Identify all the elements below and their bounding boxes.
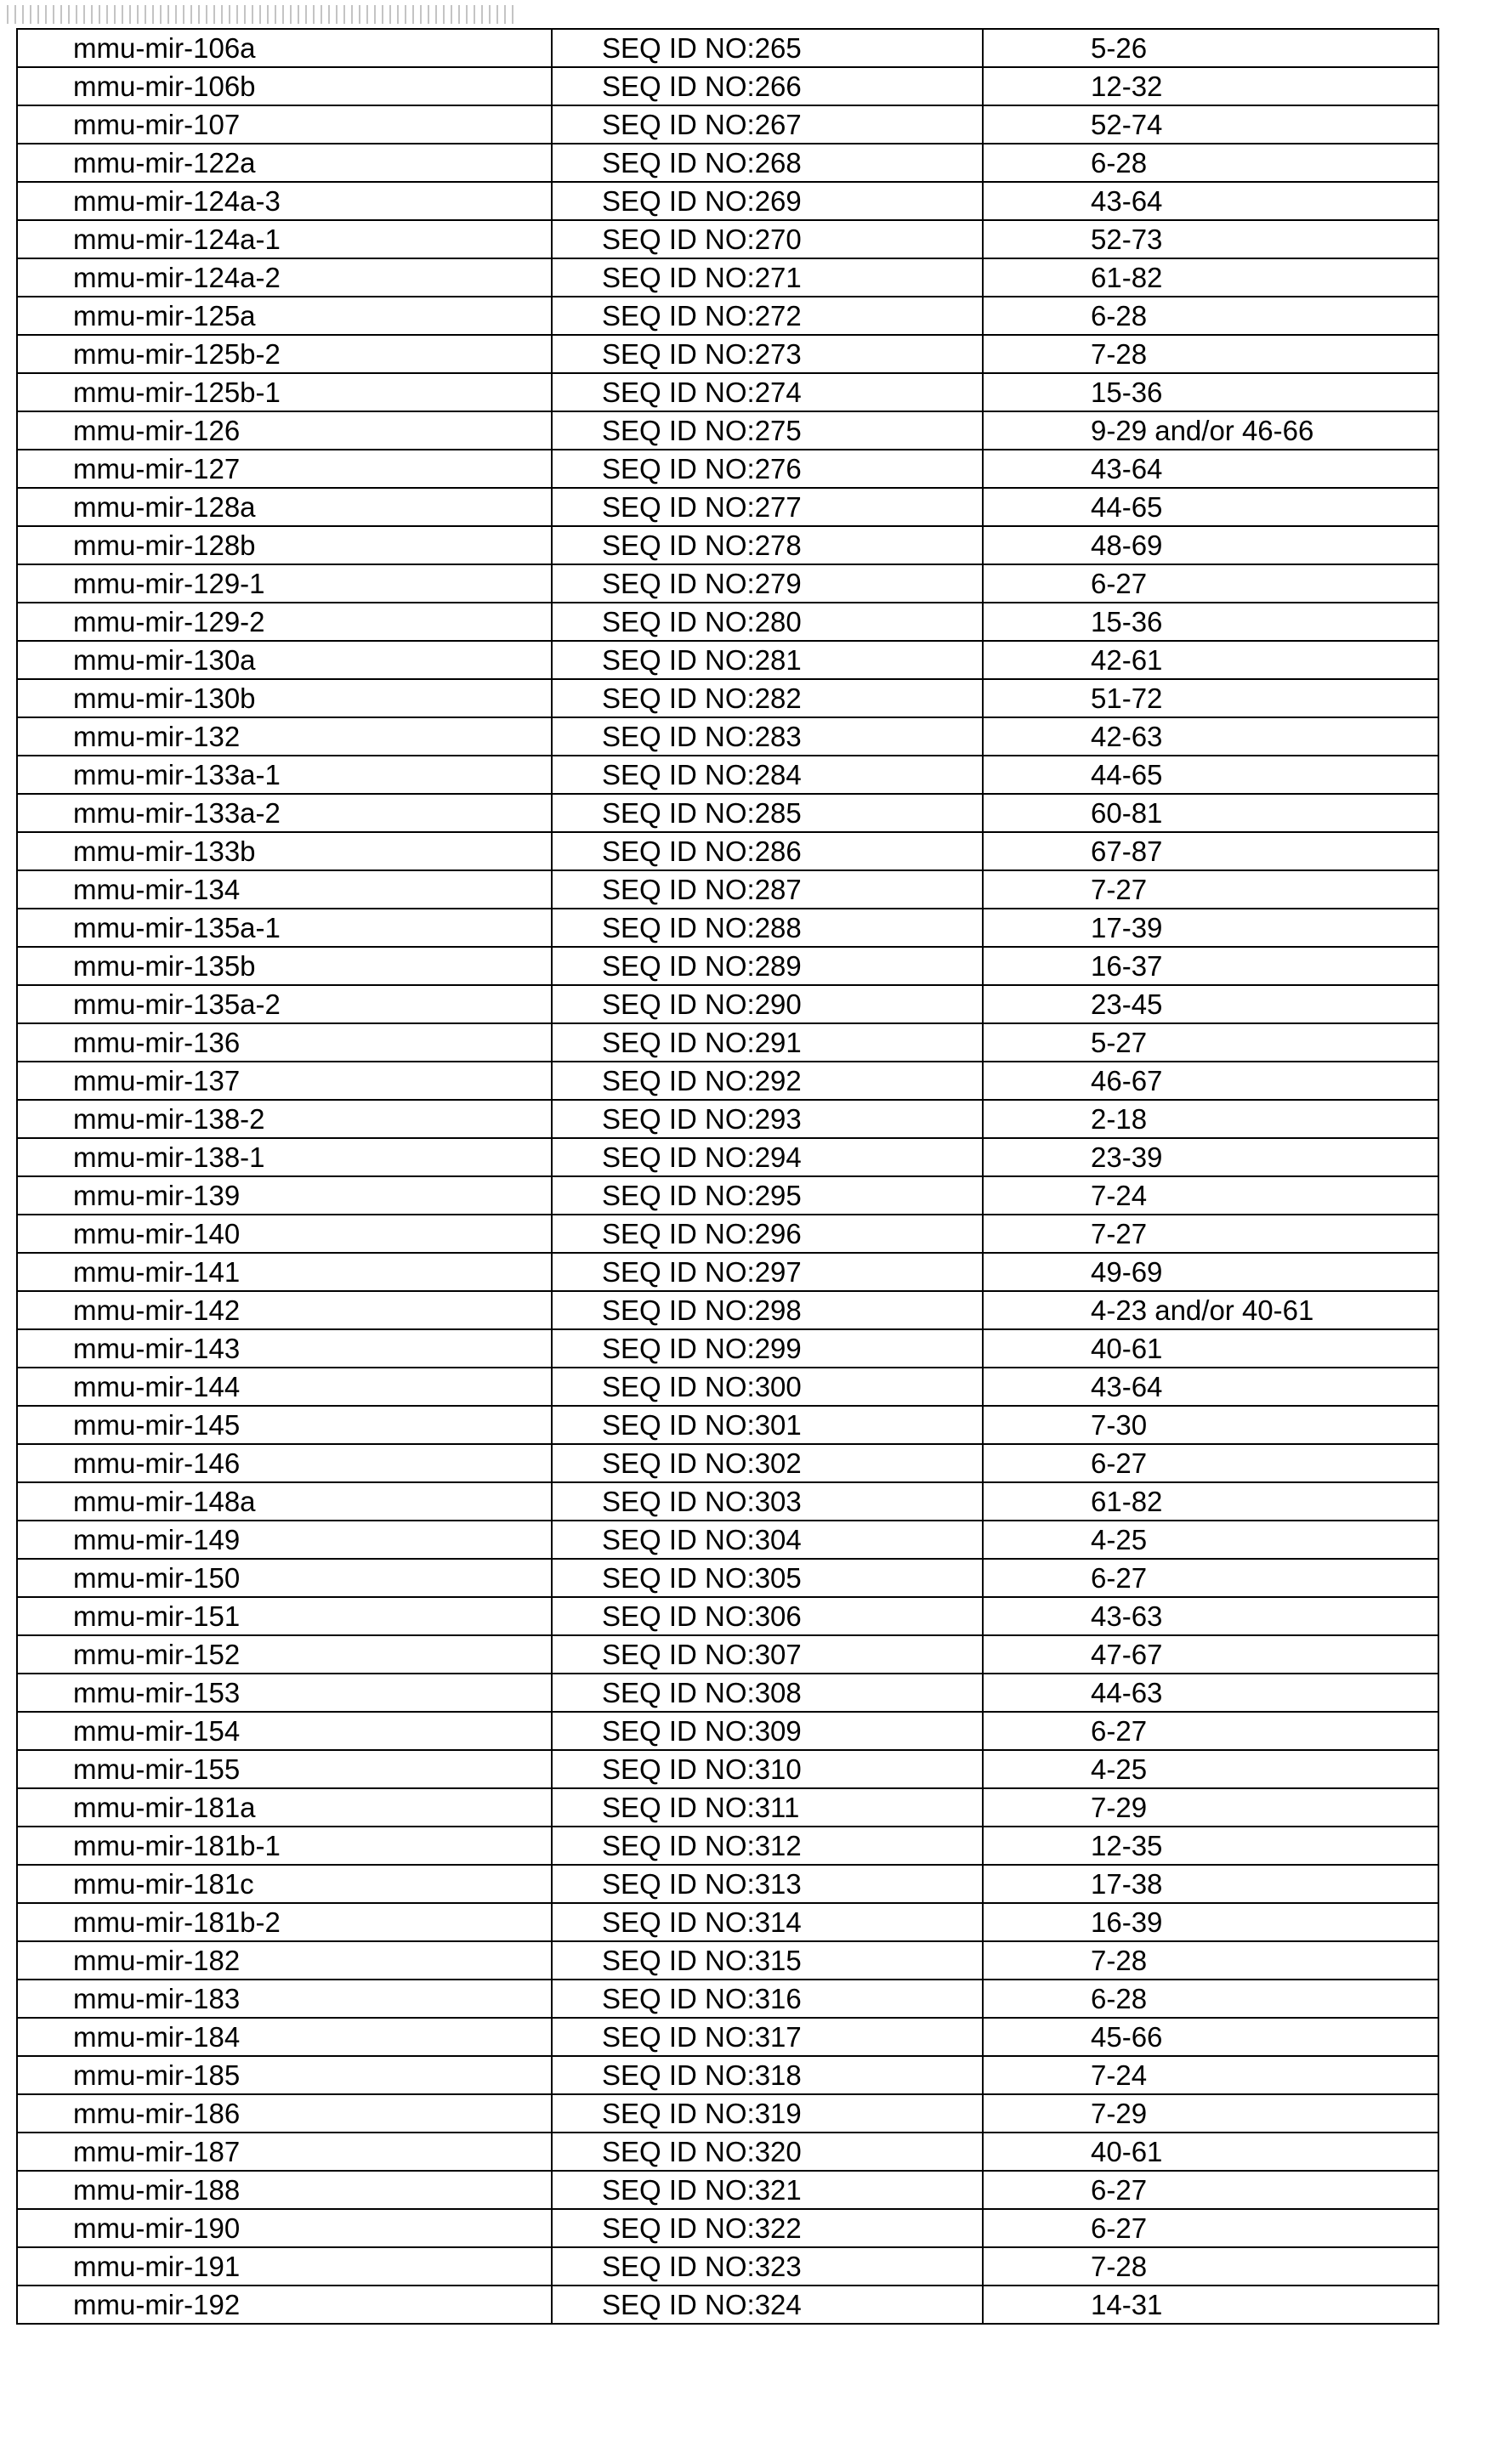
- seq-id-cell: SEQ ID NO:288: [552, 909, 983, 947]
- mirna-name-cell: mmu-mir-106b: [17, 67, 552, 105]
- mirna-name-cell: mmu-mir-150: [17, 1559, 552, 1597]
- position-range-cell: 51-72: [983, 679, 1438, 717]
- seq-id-cell: SEQ ID NO:304: [552, 1521, 983, 1559]
- mirna-name-cell: mmu-mir-133a-1: [17, 756, 552, 794]
- seq-id-cell: SEQ ID NO:318: [552, 2056, 983, 2094]
- table-row: [17, 450, 1438, 488]
- mirna-name-cell: mmu-mir-128a: [17, 488, 552, 526]
- seq-id-cell: SEQ ID NO:297: [552, 1253, 983, 1291]
- seq-id-cell: SEQ ID NO:302: [552, 1444, 983, 1482]
- table-row: [17, 2209, 1438, 2247]
- seq-id-cell: SEQ ID NO:283: [552, 717, 983, 756]
- position-range-cell: 47-67: [983, 1635, 1438, 1674]
- table-row: [17, 756, 1438, 794]
- table-row: [17, 1176, 1438, 1215]
- mirna-name-cell: mmu-mir-142: [17, 1291, 552, 1329]
- position-range-cell: 4-25: [983, 1750, 1438, 1788]
- mirna-name-cell: mmu-mir-125b-1: [17, 373, 552, 411]
- seq-id-cell: SEQ ID NO:295: [552, 1176, 983, 1215]
- position-range-cell: 42-63: [983, 717, 1438, 756]
- position-range-cell: 7-28: [983, 1941, 1438, 1980]
- table-row: [17, 29, 1438, 67]
- mirna-name-cell: mmu-mir-124a-2: [17, 258, 552, 297]
- seq-id-cell: SEQ ID NO:280: [552, 603, 983, 641]
- table-row: [17, 1521, 1438, 1559]
- seq-id-cell: SEQ ID NO:284: [552, 756, 983, 794]
- position-range-cell: 5-26: [983, 29, 1438, 67]
- position-range-cell: 2-18: [983, 1100, 1438, 1138]
- table-row: [17, 105, 1438, 144]
- position-range-cell: 42-61: [983, 641, 1438, 679]
- mirna-name-cell: mmu-mir-145: [17, 1406, 552, 1444]
- mirna-name-cell: mmu-mir-138-2: [17, 1100, 552, 1138]
- table-row: [17, 2171, 1438, 2209]
- table-row: [17, 2133, 1438, 2171]
- seq-id-cell: SEQ ID NO:298: [552, 1291, 983, 1329]
- table-body: [17, 29, 1438, 2324]
- table-row: [17, 258, 1438, 297]
- mirna-name-cell: mmu-mir-125b-2: [17, 335, 552, 373]
- seq-id-cell: SEQ ID NO:282: [552, 679, 983, 717]
- position-range-cell: 52-73: [983, 220, 1438, 258]
- table-row: [17, 717, 1438, 756]
- seq-id-cell: SEQ ID NO:317: [552, 2018, 983, 2056]
- mirna-name-cell: mmu-mir-133b: [17, 832, 552, 870]
- mirna-name-cell: mmu-mir-124a-3: [17, 182, 552, 220]
- seq-id-cell: SEQ ID NO:324: [552, 2286, 983, 2324]
- table-row: [17, 526, 1438, 564]
- mirna-name-cell: mmu-mir-135a-2: [17, 985, 552, 1023]
- mirna-name-cell: mmu-mir-181b-1: [17, 1827, 552, 1865]
- seq-id-cell: SEQ ID NO:312: [552, 1827, 983, 1865]
- position-range-cell: 7-29: [983, 2094, 1438, 2133]
- position-range-cell: 40-61: [983, 2133, 1438, 2171]
- table-row: [17, 1253, 1438, 1291]
- mirna-name-cell: mmu-mir-144: [17, 1368, 552, 1406]
- table-row: [17, 1023, 1438, 1062]
- position-range-cell: 15-36: [983, 603, 1438, 641]
- position-range-cell: 6-27: [983, 564, 1438, 603]
- position-range-cell: 61-82: [983, 258, 1438, 297]
- table-row: [17, 564, 1438, 603]
- mirna-name-cell: mmu-mir-125a: [17, 297, 552, 335]
- mirna-name-cell: mmu-mir-181a: [17, 1788, 552, 1827]
- seq-id-cell: SEQ ID NO:289: [552, 947, 983, 985]
- seq-id-cell: SEQ ID NO:271: [552, 258, 983, 297]
- table-row: [17, 182, 1438, 220]
- position-range-cell: 43-63: [983, 1597, 1438, 1635]
- position-range-cell: 48-69: [983, 526, 1438, 564]
- table-row: [17, 603, 1438, 641]
- position-range-cell: 44-65: [983, 488, 1438, 526]
- seq-id-cell: SEQ ID NO:320: [552, 2133, 983, 2171]
- position-range-cell: 7-24: [983, 2056, 1438, 2094]
- table-row: [17, 1138, 1438, 1176]
- mirna-name-cell: mmu-mir-181c: [17, 1865, 552, 1903]
- table-row: [17, 947, 1438, 985]
- position-range-cell: 40-61: [983, 1329, 1438, 1368]
- table-row: [17, 1406, 1438, 1444]
- mirna-name-cell: mmu-mir-184: [17, 2018, 552, 2056]
- table-row: [17, 1329, 1438, 1368]
- table-row: [17, 1559, 1438, 1597]
- mirna-name-cell: mmu-mir-132: [17, 717, 552, 756]
- seq-id-cell: SEQ ID NO:311: [552, 1788, 983, 1827]
- mirna-name-cell: mmu-mir-186: [17, 2094, 552, 2133]
- table-row: [17, 1865, 1438, 1903]
- seq-id-cell: SEQ ID NO:310: [552, 1750, 983, 1788]
- position-range-cell: 7-24: [983, 1176, 1438, 1215]
- mirna-name-cell: mmu-mir-192: [17, 2286, 552, 2324]
- table-row: [17, 1903, 1438, 1941]
- seq-id-cell: SEQ ID NO:296: [552, 1215, 983, 1253]
- table-row: [17, 2286, 1438, 2324]
- mirna-name-cell: mmu-mir-149: [17, 1521, 552, 1559]
- mirna-name-cell: mmu-mir-143: [17, 1329, 552, 1368]
- table-row: [17, 1941, 1438, 1980]
- seq-id-cell: SEQ ID NO:269: [552, 182, 983, 220]
- position-range-cell: 61-82: [983, 1482, 1438, 1521]
- mirna-name-cell: mmu-mir-140: [17, 1215, 552, 1253]
- seq-id-cell: SEQ ID NO:267: [552, 105, 983, 144]
- mirna-name-cell: mmu-mir-130b: [17, 679, 552, 717]
- position-range-cell: 67-87: [983, 832, 1438, 870]
- seq-id-cell: SEQ ID NO:265: [552, 29, 983, 67]
- seq-id-cell: SEQ ID NO:306: [552, 1597, 983, 1635]
- mirna-name-cell: mmu-mir-124a-1: [17, 220, 552, 258]
- seq-id-cell: SEQ ID NO:315: [552, 1941, 983, 1980]
- table-row: [17, 1100, 1438, 1138]
- mirna-name-cell: mmu-mir-137: [17, 1062, 552, 1100]
- position-range-cell: 17-39: [983, 909, 1438, 947]
- mirna-name-cell: mmu-mir-151: [17, 1597, 552, 1635]
- mirna-name-cell: mmu-mir-190: [17, 2209, 552, 2247]
- table-row: [17, 1750, 1438, 1788]
- seq-id-cell: SEQ ID NO:272: [552, 297, 983, 335]
- seq-id-cell: SEQ ID NO:309: [552, 1712, 983, 1750]
- table-row: [17, 488, 1438, 526]
- position-range-cell: 45-66: [983, 2018, 1438, 2056]
- table-row: [17, 1291, 1438, 1329]
- mirna-name-cell: mmu-mir-128b: [17, 526, 552, 564]
- position-range-cell: 44-63: [983, 1674, 1438, 1712]
- seq-id-cell: SEQ ID NO:279: [552, 564, 983, 603]
- position-range-cell: 17-38: [983, 1865, 1438, 1903]
- seq-id-cell: SEQ ID NO:285: [552, 794, 983, 832]
- table-row: [17, 67, 1438, 105]
- position-range-cell: 6-27: [983, 1444, 1438, 1482]
- table-row: [17, 985, 1438, 1023]
- table-row: [17, 1788, 1438, 1827]
- table-row: [17, 1062, 1438, 1100]
- seq-id-cell: SEQ ID NO:287: [552, 870, 983, 909]
- mirna-name-cell: mmu-mir-135a-1: [17, 909, 552, 947]
- mirna-name-cell: mmu-mir-185: [17, 2056, 552, 2094]
- table-row: [17, 1215, 1438, 1253]
- seq-id-cell: SEQ ID NO:293: [552, 1100, 983, 1138]
- position-range-cell: 52-74: [983, 105, 1438, 144]
- table-row: [17, 144, 1438, 182]
- mirna-name-cell: mmu-mir-152: [17, 1635, 552, 1674]
- seq-id-cell: SEQ ID NO:276: [552, 450, 983, 488]
- position-range-cell: 4-23 and/or 40-61: [983, 1291, 1438, 1329]
- table-row: [17, 373, 1438, 411]
- position-range-cell: 16-39: [983, 1903, 1438, 1941]
- seq-id-cell: SEQ ID NO:307: [552, 1635, 983, 1674]
- mirna-name-cell: mmu-mir-126: [17, 411, 552, 450]
- seq-id-cell: SEQ ID NO:308: [552, 1674, 983, 1712]
- table-row: [17, 1980, 1438, 2018]
- table-row: [17, 1368, 1438, 1406]
- table-row: [17, 1827, 1438, 1865]
- seq-id-cell: SEQ ID NO:316: [552, 1980, 983, 2018]
- seq-id-cell: SEQ ID NO:299: [552, 1329, 983, 1368]
- mirna-name-cell: mmu-mir-129-1: [17, 564, 552, 603]
- table-row: [17, 2018, 1438, 2056]
- seq-id-cell: SEQ ID NO:314: [552, 1903, 983, 1941]
- mirna-name-cell: mmu-mir-148a: [17, 1482, 552, 1521]
- mirna-name-cell: mmu-mir-139: [17, 1176, 552, 1215]
- position-range-cell: 7-27: [983, 1215, 1438, 1253]
- position-range-cell: 6-28: [983, 1980, 1438, 2018]
- position-range-cell: 6-27: [983, 1559, 1438, 1597]
- mirna-name-cell: mmu-mir-127: [17, 450, 552, 488]
- seq-id-cell: SEQ ID NO:322: [552, 2209, 983, 2247]
- table-row: [17, 1597, 1438, 1635]
- table-row: [17, 641, 1438, 679]
- mirna-name-cell: mmu-mir-146: [17, 1444, 552, 1482]
- position-range-cell: 43-64: [983, 450, 1438, 488]
- table-row: [17, 411, 1438, 450]
- table-row: [17, 1674, 1438, 1712]
- mirna-name-cell: mmu-mir-141: [17, 1253, 552, 1291]
- table-row: [17, 297, 1438, 335]
- mirna-name-cell: mmu-mir-138-1: [17, 1138, 552, 1176]
- position-range-cell: 6-27: [983, 2171, 1438, 2209]
- seq-id-cell: SEQ ID NO:290: [552, 985, 983, 1023]
- mirna-name-cell: mmu-mir-133a-2: [17, 794, 552, 832]
- position-range-cell: 7-28: [983, 335, 1438, 373]
- position-range-cell: 12-32: [983, 67, 1438, 105]
- position-range-cell: 6-27: [983, 2209, 1438, 2247]
- seq-id-cell: SEQ ID NO:274: [552, 373, 983, 411]
- mirna-name-cell: mmu-mir-130a: [17, 641, 552, 679]
- table-row: [17, 1635, 1438, 1674]
- table-row: [17, 679, 1438, 717]
- table-row: [17, 794, 1438, 832]
- seq-id-cell: SEQ ID NO:292: [552, 1062, 983, 1100]
- seq-id-cell: SEQ ID NO:319: [552, 2094, 983, 2133]
- seq-id-cell: SEQ ID NO:273: [552, 335, 983, 373]
- table-row: [17, 2056, 1438, 2094]
- mirna-name-cell: mmu-mir-181b-2: [17, 1903, 552, 1941]
- position-range-cell: 9-29 and/or 46-66: [983, 411, 1438, 450]
- position-range-cell: 5-27: [983, 1023, 1438, 1062]
- seq-id-cell: SEQ ID NO:275: [552, 411, 983, 450]
- position-range-cell: 6-28: [983, 297, 1438, 335]
- position-range-cell: 7-28: [983, 2247, 1438, 2286]
- position-range-cell: 7-29: [983, 1788, 1438, 1827]
- seq-id-cell: SEQ ID NO:305: [552, 1559, 983, 1597]
- mirna-name-cell: mmu-mir-134: [17, 870, 552, 909]
- mirna-sequence-table: [16, 28, 1439, 2325]
- table-row: [17, 832, 1438, 870]
- seq-id-cell: SEQ ID NO:266: [552, 67, 983, 105]
- position-range-cell: 60-81: [983, 794, 1438, 832]
- position-range-cell: 23-45: [983, 985, 1438, 1023]
- mirna-name-cell: mmu-mir-153: [17, 1674, 552, 1712]
- seq-id-cell: SEQ ID NO:277: [552, 488, 983, 526]
- mirna-name-cell: mmu-mir-154: [17, 1712, 552, 1750]
- seq-id-cell: SEQ ID NO:313: [552, 1865, 983, 1903]
- position-range-cell: 44-65: [983, 756, 1438, 794]
- seq-id-cell: SEQ ID NO:294: [552, 1138, 983, 1176]
- seq-id-cell: SEQ ID NO:268: [552, 144, 983, 182]
- position-range-cell: 46-67: [983, 1062, 1438, 1100]
- position-range-cell: 43-64: [983, 1368, 1438, 1406]
- seq-id-cell: SEQ ID NO:286: [552, 832, 983, 870]
- mirna-name-cell: mmu-mir-136: [17, 1023, 552, 1062]
- table-row: [17, 2247, 1438, 2286]
- seq-id-cell: SEQ ID NO:301: [552, 1406, 983, 1444]
- table-row: [17, 220, 1438, 258]
- position-range-cell: 7-27: [983, 870, 1438, 909]
- position-range-cell: 23-39: [983, 1138, 1438, 1176]
- mirna-name-cell: mmu-mir-182: [17, 1941, 552, 1980]
- position-range-cell: 14-31: [983, 2286, 1438, 2324]
- mirna-name-cell: mmu-mir-187: [17, 2133, 552, 2171]
- position-range-cell: 6-28: [983, 144, 1438, 182]
- mirna-name-cell: mmu-mir-155: [17, 1750, 552, 1788]
- table-row: [17, 870, 1438, 909]
- mirna-name-cell: mmu-mir-183: [17, 1980, 552, 2018]
- position-range-cell: 16-37: [983, 947, 1438, 985]
- seq-id-cell: SEQ ID NO:303: [552, 1482, 983, 1521]
- seq-id-cell: SEQ ID NO:270: [552, 220, 983, 258]
- mirna-name-cell: mmu-mir-191: [17, 2247, 552, 2286]
- position-range-cell: 4-25: [983, 1521, 1438, 1559]
- mirna-name-cell: mmu-mir-122a: [17, 144, 552, 182]
- mirna-name-cell: mmu-mir-135b: [17, 947, 552, 985]
- table-row: [17, 2094, 1438, 2133]
- table-row: [17, 1444, 1438, 1482]
- scan-header-artifact: [7, 5, 517, 24]
- seq-id-cell: SEQ ID NO:281: [552, 641, 983, 679]
- position-range-cell: 49-69: [983, 1253, 1438, 1291]
- mirna-name-cell: mmu-mir-106a: [17, 29, 552, 67]
- seq-id-cell: SEQ ID NO:291: [552, 1023, 983, 1062]
- seq-id-cell: SEQ ID NO:278: [552, 526, 983, 564]
- position-range-cell: 7-30: [983, 1406, 1438, 1444]
- table-row: [17, 1482, 1438, 1521]
- seq-id-cell: SEQ ID NO:323: [552, 2247, 983, 2286]
- table-row: [17, 909, 1438, 947]
- seq-id-cell: SEQ ID NO:321: [552, 2171, 983, 2209]
- mirna-name-cell: mmu-mir-188: [17, 2171, 552, 2209]
- table-row: [17, 335, 1438, 373]
- mirna-name-cell: mmu-mir-107: [17, 105, 552, 144]
- mirna-name-cell: mmu-mir-129-2: [17, 603, 552, 641]
- table-row: [17, 1712, 1438, 1750]
- position-range-cell: 12-35: [983, 1827, 1438, 1865]
- position-range-cell: 15-36: [983, 373, 1438, 411]
- position-range-cell: 43-64: [983, 182, 1438, 220]
- position-range-cell: 6-27: [983, 1712, 1438, 1750]
- seq-id-cell: SEQ ID NO:300: [552, 1368, 983, 1406]
